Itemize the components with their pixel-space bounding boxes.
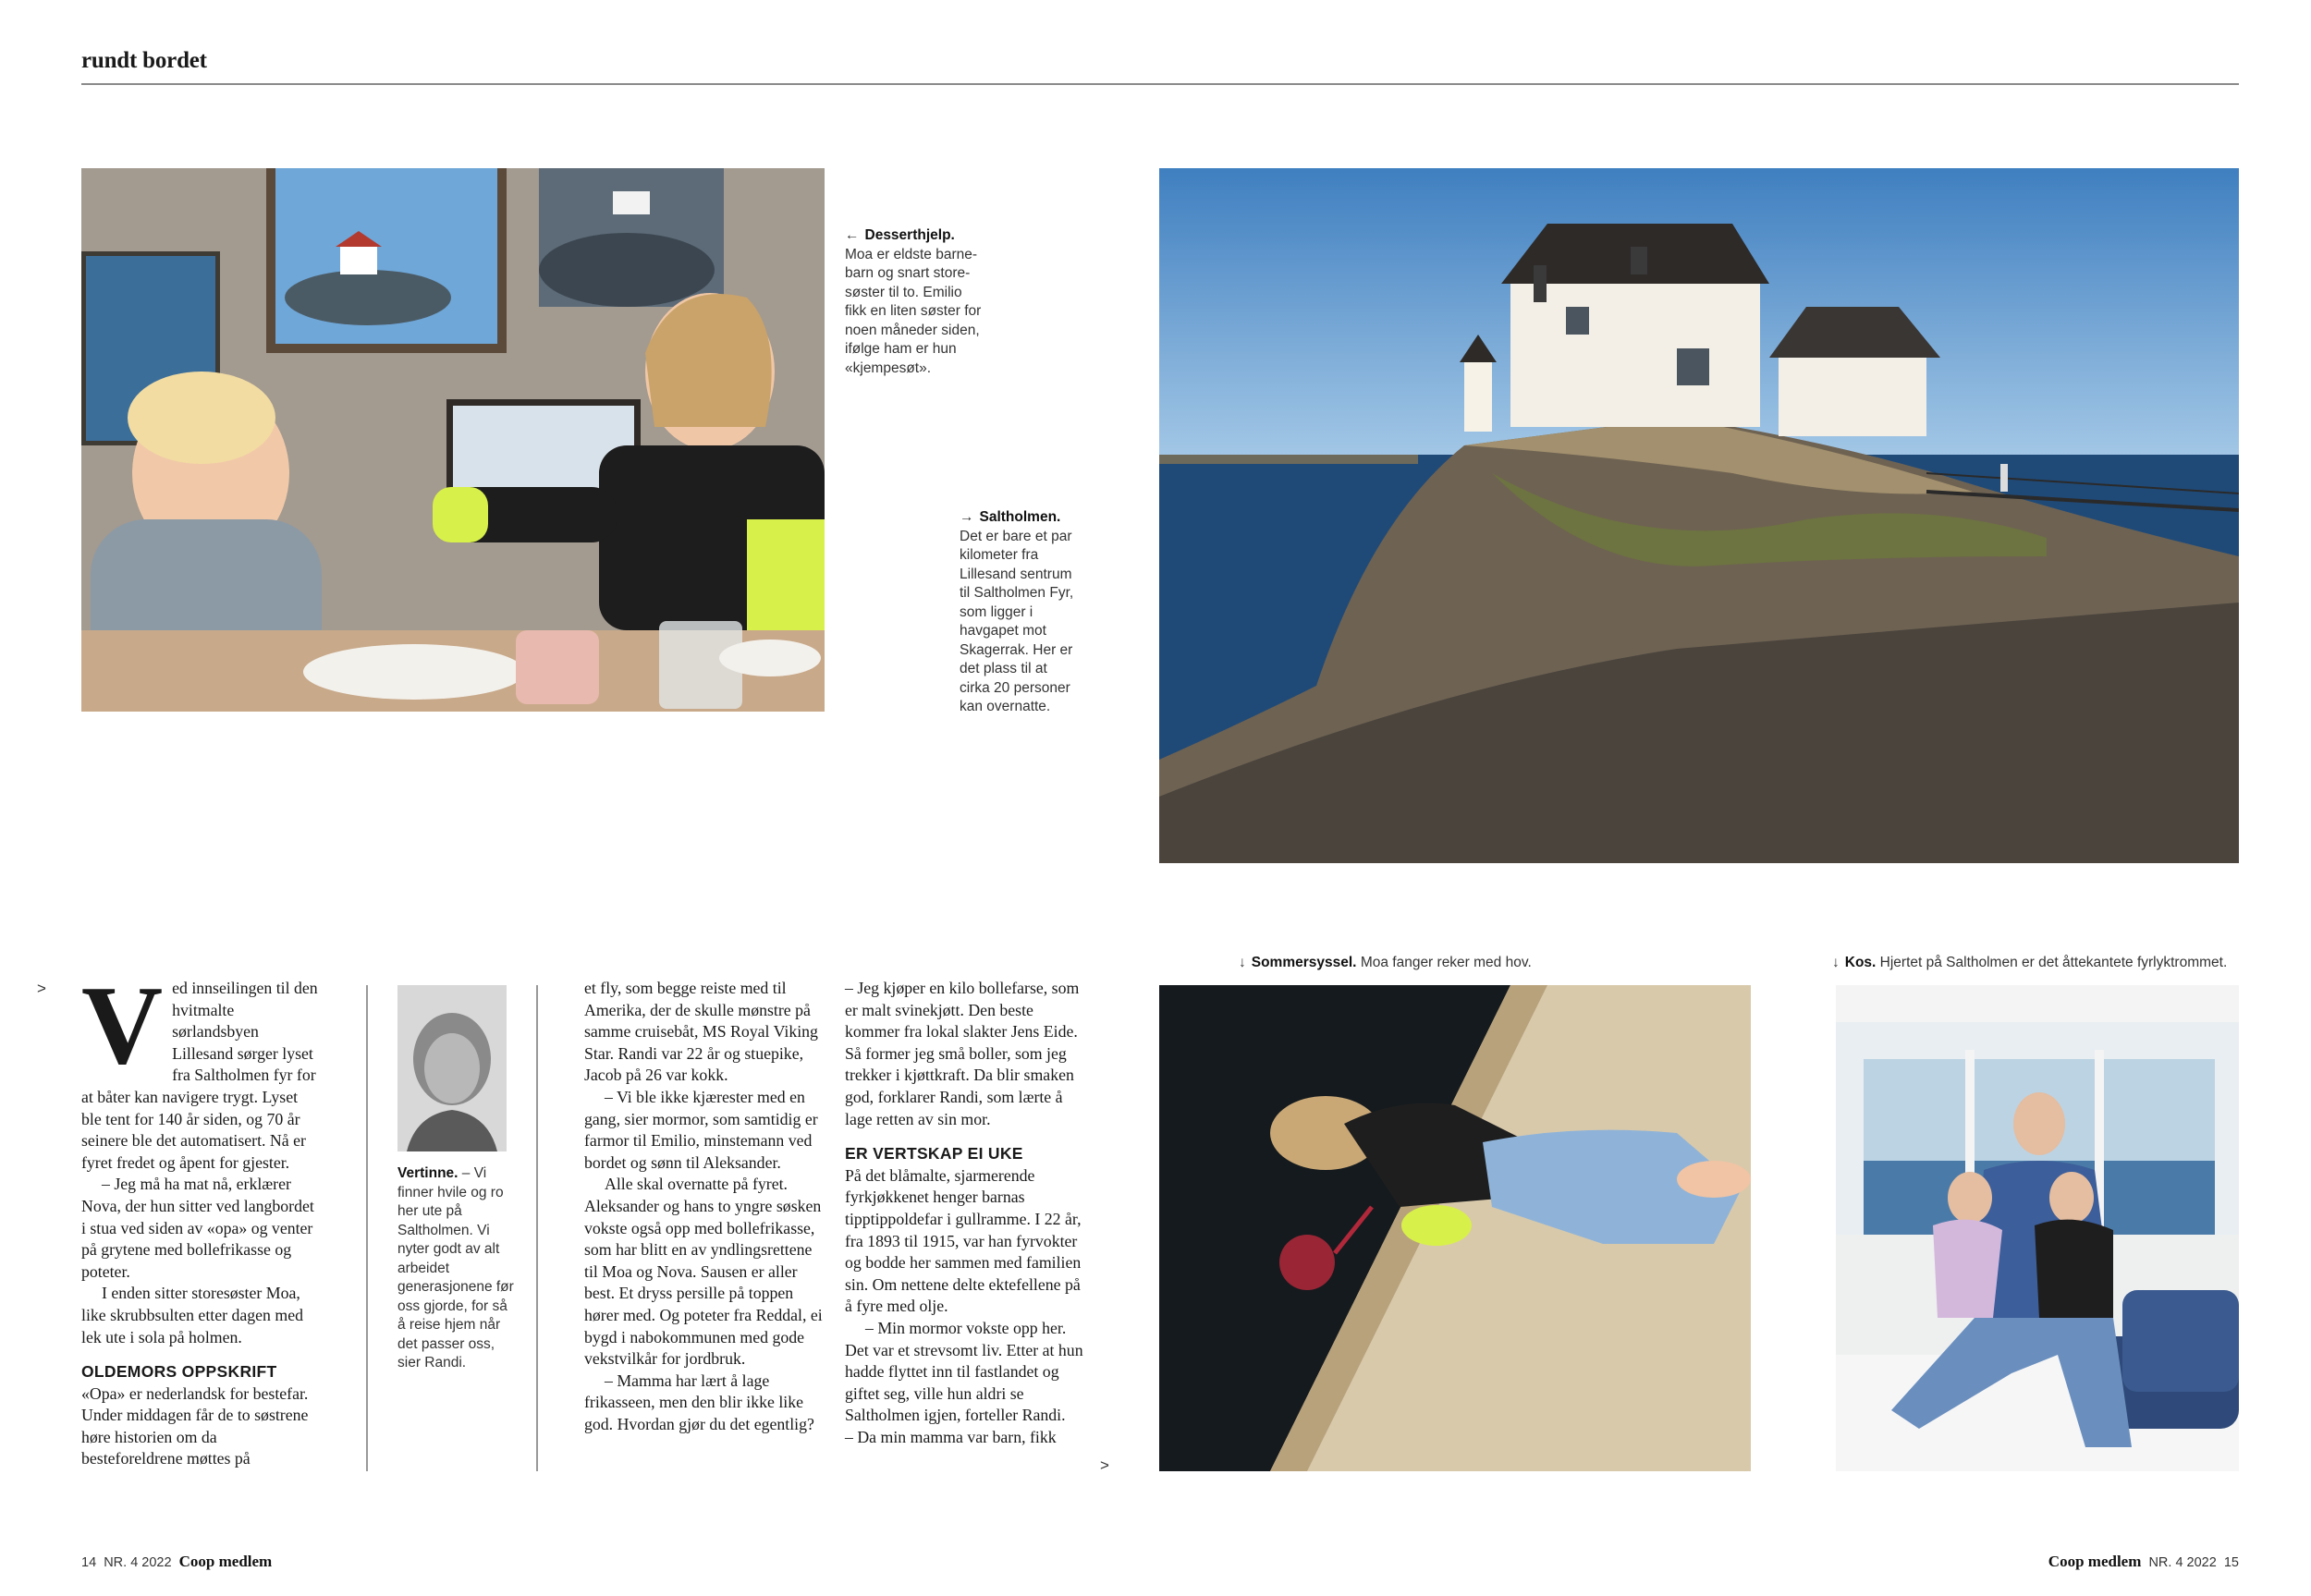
caption-title: Saltholmen. [979,509,1061,525]
paragraph: et fly, som begge reiste med til Amerika, der de skulle mønstre på samme cruisebåt, MS Royal Viking Star. Randi var 22 år og stuepike, Jacob på 26 var kokk. [584,979,818,1085]
photo-portrait-randi [397,985,507,1151]
folio-left [81,1553,272,1571]
paragraph: Alle skal overnatte på fyret. Aleksander og hans to yngre søsken vokste også opp med bollefrikasse, som har blitt en av yndlingsrettene til Moa og Nova. Sausen er aller best. Et dryss persille på toppen hører med. Og poteter fra Reddal, ei bygd i nabokommunen med gode vekstvilkår for jordbruk. [584,1175,823,1369]
dropcap: V [81,963,164,1088]
section-label: rundt bordet [81,48,207,73]
paragraph: – Jeg kjøper en kilo bollefarse, som er malt svinekjøtt. Den beste kommer fra lokal slakter Jens Eide. Så former jeg små boller, som jeg trekker i kjøttkraft. Da blir smaken god, forklarer Randi, som lærte å lage retten av sin mor. [845,979,1080,1128]
photo-saltholmen-lighthouse [1159,168,2239,863]
article-column-2 [584,978,825,1435]
caption-sommersyssel [1239,954,1532,973]
caption-saltholmen [960,508,1076,717]
caption-kos [1832,954,2227,973]
issue-label: NR. 4 2022 [104,1555,172,1570]
arrow-left-icon: ← [845,227,860,243]
caption-title: Vertinne. [397,1165,459,1181]
page-number: 15 [2223,1555,2239,1570]
paragraph: «Opa» er nederlandsk for bestefar. Under middagen får de to søstrene høre historien om da besteforeldrene møttes på [81,1383,309,1468]
paragraph: På det blåmalte, sjarmerende fyrkjøkkenet henger barnas tipptippoldefar i gullramme. I 22 år, fra 1893 til 1915, var han fyrvokter og bodde her sammen med familien sin. Om nettene delte ektefellene på å fyre med olje. [845,1165,1082,1316]
subheading: OLDEMORS OPPSKRIFT [81,1362,277,1382]
photo-desserthjelp [81,168,825,712]
issue-label: NR. 4 2022 [2148,1555,2217,1570]
caption-vertinne [397,1164,518,1373]
caption-title: Kos. [1844,955,1877,970]
caption-text: Moa er eldste barne-barn og snart store-søster til to. Emilio fikk en liten søster for noen måneder siden, ifølge ham er hun «kjempesøt». [845,246,982,376]
photo-kos-lantern-room [1836,985,2239,1471]
arrow-down-icon: ↓ [1832,955,1840,970]
photo-sommersyssel [1159,985,1751,1471]
column-divider [536,985,538,1471]
article-column-3 [845,978,1085,1448]
arrow-down-icon: ↓ [1239,955,1246,970]
brand-name: Coop medlem [178,1553,273,1570]
brand-name: Coop medlem [2048,1553,2142,1570]
paragraph: I enden sitter storesøster Moa, like skrubbsulten etter dagen med lek ute i sola på holmen. [81,1284,303,1346]
article-column-1 [81,963,318,1470]
caption-text: Det er bare et par kilometer fra Lillesand sentrum til Saltholmen Fyr, som ligger i havgapet mot Skagerrak. Her er det plass til at cirka 20 personer kan overnatte. [960,528,1074,714]
header-rule [81,83,2239,85]
caption-text: Hjertet på Saltholmen er det åttekantete fyrlyktrommet. [1879,955,2228,970]
caption-title: Desserthjelp. [864,227,955,243]
paragraph: – Jeg må ha mat nå, erklærer Nova, der hun sitter ved langbordet i stua ved siden av «opa» og venter på grytene med bollefrikasse og poteter. [81,1175,314,1281]
caption-text: – Vi finner hvile og ro her ute på Saltholmen. Vi nyter godt av alt arbeidet generasjonene før oss gjorde, for så å reise hjem når det passer oss, sier Randi. [397,1165,514,1371]
paragraph: – Mamma har lært å lage frikasseen, men den blir ikke like god. Hvordan gjør du det egentlig? [584,1371,814,1433]
caption-text: Moa fanger reker med hov. [1360,955,1532,970]
column-divider [366,985,368,1471]
continue-marker-icon: > [1100,1456,1109,1474]
paragraph: – Min mormor vokste opp her. Det var et strevsomt liv. Etter at hun hadde flyttet inn til fastlandet og giftet seg, ville hun aldri se Saltholmen igjen, forteller Randi. [845,1318,1083,1425]
paragraph: – Da min mamma var barn, fikk [845,1427,1057,1446]
arrow-right-icon: → [960,509,974,525]
subheading: ER VERTSKAP EI UKE [845,1144,1023,1163]
page-number: 14 [81,1555,97,1570]
caption-title: Sommersyssel. [1251,955,1357,970]
paragraph: – Vi ble ikke kjærester med en gang, sier mormor, som samtidig er farmor til Emilio, minstemann ved bordet og sønn til Aleksander. [584,1087,818,1172]
start-marker-icon: > [37,980,46,997]
folio-right [2048,1553,2239,1571]
paragraph: ed innseilingen til den hvitmalte sørlandsbyen Lillesand sørger lyset fra Saltholmen fyr for at båter kan navigere trygt. Lyset ble tent for 140 år siden, og 70 år seinere ble det automatisert. Nå er fyret fredet og åpent for gjester. [81,979,318,1172]
caption-desserthjelp [845,226,984,378]
